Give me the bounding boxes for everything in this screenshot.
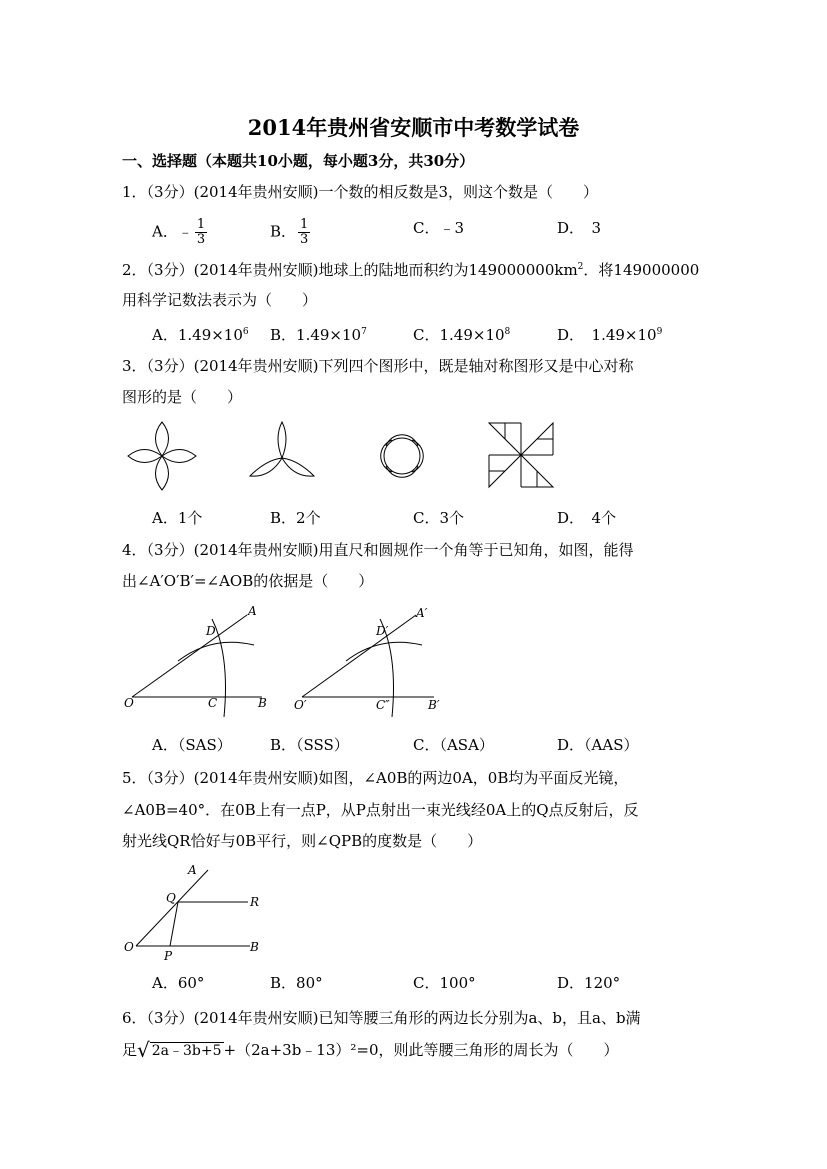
q5-line-3: 射光线QR恰好与0B平行，则∠QPB的度数是（ ） — [122, 832, 483, 850]
fraction-numerator: 1 — [196, 217, 206, 232]
q2-option-b — [270, 325, 367, 345]
q2-exponent: 2 — [577, 262, 584, 272]
q5-option-b: B．80° — [270, 974, 323, 992]
fraction-denominator: 3 — [300, 232, 309, 247]
q5-option-c: C．100° — [413, 974, 476, 992]
label-a: A — [188, 863, 197, 877]
label-a-prime: A′ — [416, 606, 428, 620]
q3-figure-pinwheel — [487, 421, 555, 489]
q5-option-d: D．120° — [557, 974, 621, 992]
q3-option-c: C．3个 — [413, 509, 465, 527]
q1-option-a-sign: ﹣ — [177, 222, 193, 241]
label-q: Q — [166, 891, 176, 905]
q2-option-c-exp: 8 — [504, 327, 511, 337]
q3-option-d: D． 4个 — [557, 509, 617, 527]
q2-option-d-exp: 9 — [656, 327, 663, 337]
label-p: P — [164, 949, 173, 963]
q4-option-a: A．（SAS） — [152, 736, 232, 754]
q4-option-b: B．（SSS） — [270, 736, 349, 754]
q1-option-b — [270, 218, 310, 247]
q2-option-a-text: A．1.49×10 — [152, 326, 243, 344]
q4-option-c: C．（ASA） — [413, 736, 494, 754]
q3-line-2: 图形的是（ ） — [122, 388, 243, 406]
q1-option-d: D． 3 — [557, 219, 602, 237]
q2-option-b-text: B．1.49×10 — [270, 326, 362, 344]
q4-option-d: D．（AAS） — [557, 736, 639, 754]
q3-option-a: A．1个 — [152, 509, 203, 527]
label-o: O — [124, 940, 134, 954]
q4-figure-copied-angle — [292, 603, 452, 721]
q4-figure-original-angle — [122, 603, 282, 721]
q2-option-b-exp: 7 — [361, 327, 367, 337]
fraction-denominator: 3 — [196, 232, 206, 247]
label-c: C — [208, 696, 218, 710]
q6-line-2 — [122, 1040, 619, 1060]
q2-option-a — [152, 325, 249, 345]
q6-line-1: 6．（3分）(2014年贵州安顺)已知等腰三角形的两边长分别为a、b，且a、b满 — [122, 1009, 641, 1027]
label-b-prime: B′ — [428, 698, 440, 712]
q1-option-a-fraction — [195, 218, 207, 247]
q2-option-d-text: D． 1.49×10 — [557, 326, 657, 344]
q1-option-c: C．﹣3 — [413, 219, 465, 237]
label-b: B — [258, 696, 267, 710]
q2-line-1-tail: ．将149000000 — [583, 261, 700, 279]
q4-line-2: 出∠A′O′B′=∠AOB的依据是（ ） — [122, 572, 374, 590]
q2-option-a-exp: 6 — [242, 327, 249, 337]
q6-line-2-tail: +（2a+3b﹣13）²=0，则此等腰三角形的周长为（ ） — [223, 1041, 619, 1059]
q5-figure-mirrors — [122, 860, 272, 965]
label-a: A — [248, 604, 257, 618]
label-d-prime: D′ — [376, 624, 389, 638]
q3-figure-three-petals — [246, 420, 318, 482]
q2-option-c — [413, 325, 510, 345]
label-r: R — [250, 895, 260, 909]
label-c-double-prime: C″ — [376, 698, 390, 712]
q2-line-1-text: 2．（3分）(2014年贵州安顺)地球上的陆地而积约为149000000km — [122, 261, 578, 279]
label-b: B — [250, 940, 259, 954]
q5-line-1: 5．（3分）(2014年贵州安顺)如图，∠A0B的两边0A，0B均为平面反光镜， — [122, 769, 629, 787]
label-o: O — [124, 696, 134, 710]
q2-line-2: 用科学记数法表示为（ ） — [122, 291, 318, 309]
page-title: 2014年贵州省安顺市中考数学试卷 — [247, 115, 580, 140]
q5-option-a: A．60° — [152, 974, 205, 992]
q1-option-b-label: B． — [270, 222, 297, 241]
sqrt-symbol: √ — [137, 1038, 150, 1062]
q4-line-1: 4．（3分）(2014年贵州安顺)用直尺和圆规作一个角等于已知角，如图，能得 — [122, 541, 634, 559]
q2-option-c-text: C．1.49×10 — [413, 326, 505, 344]
q3-option-b: B．2个 — [270, 509, 321, 527]
q3-figure-circles — [366, 418, 438, 494]
q1-option-a — [152, 218, 207, 247]
label-o-prime: O′ — [294, 698, 307, 712]
q1-stem: 1．（3分）(2014年贵州安顺)一个数的相反数是3，则这个数是（ ） — [122, 183, 599, 201]
q2-option-d — [557, 325, 662, 345]
q1-option-b-fraction — [298, 218, 310, 247]
q1-option-a-label: A． — [152, 222, 178, 241]
q5-line-2: ∠A0B=40°．在0B上有一点P，从P点射出一束光线经0A上的Q点反射后，反 — [122, 801, 639, 819]
q6-radicand: 2a﹣3b+5 — [151, 1043, 222, 1059]
label-d: D — [206, 624, 216, 638]
q3-figure-four-petals — [126, 420, 198, 492]
q3-line-1: 3．（3分）(2014年贵州安顺)下列四个图形中，既是轴对称图形又是中心对称 — [122, 357, 634, 375]
fraction-numerator: 1 — [300, 217, 309, 232]
q6-line-2-prefix: 足 — [122, 1041, 138, 1059]
q2-line-1 — [122, 260, 699, 280]
section-heading: 一、选择题（本题共10小题，每小题3分，共30分） — [122, 152, 475, 170]
